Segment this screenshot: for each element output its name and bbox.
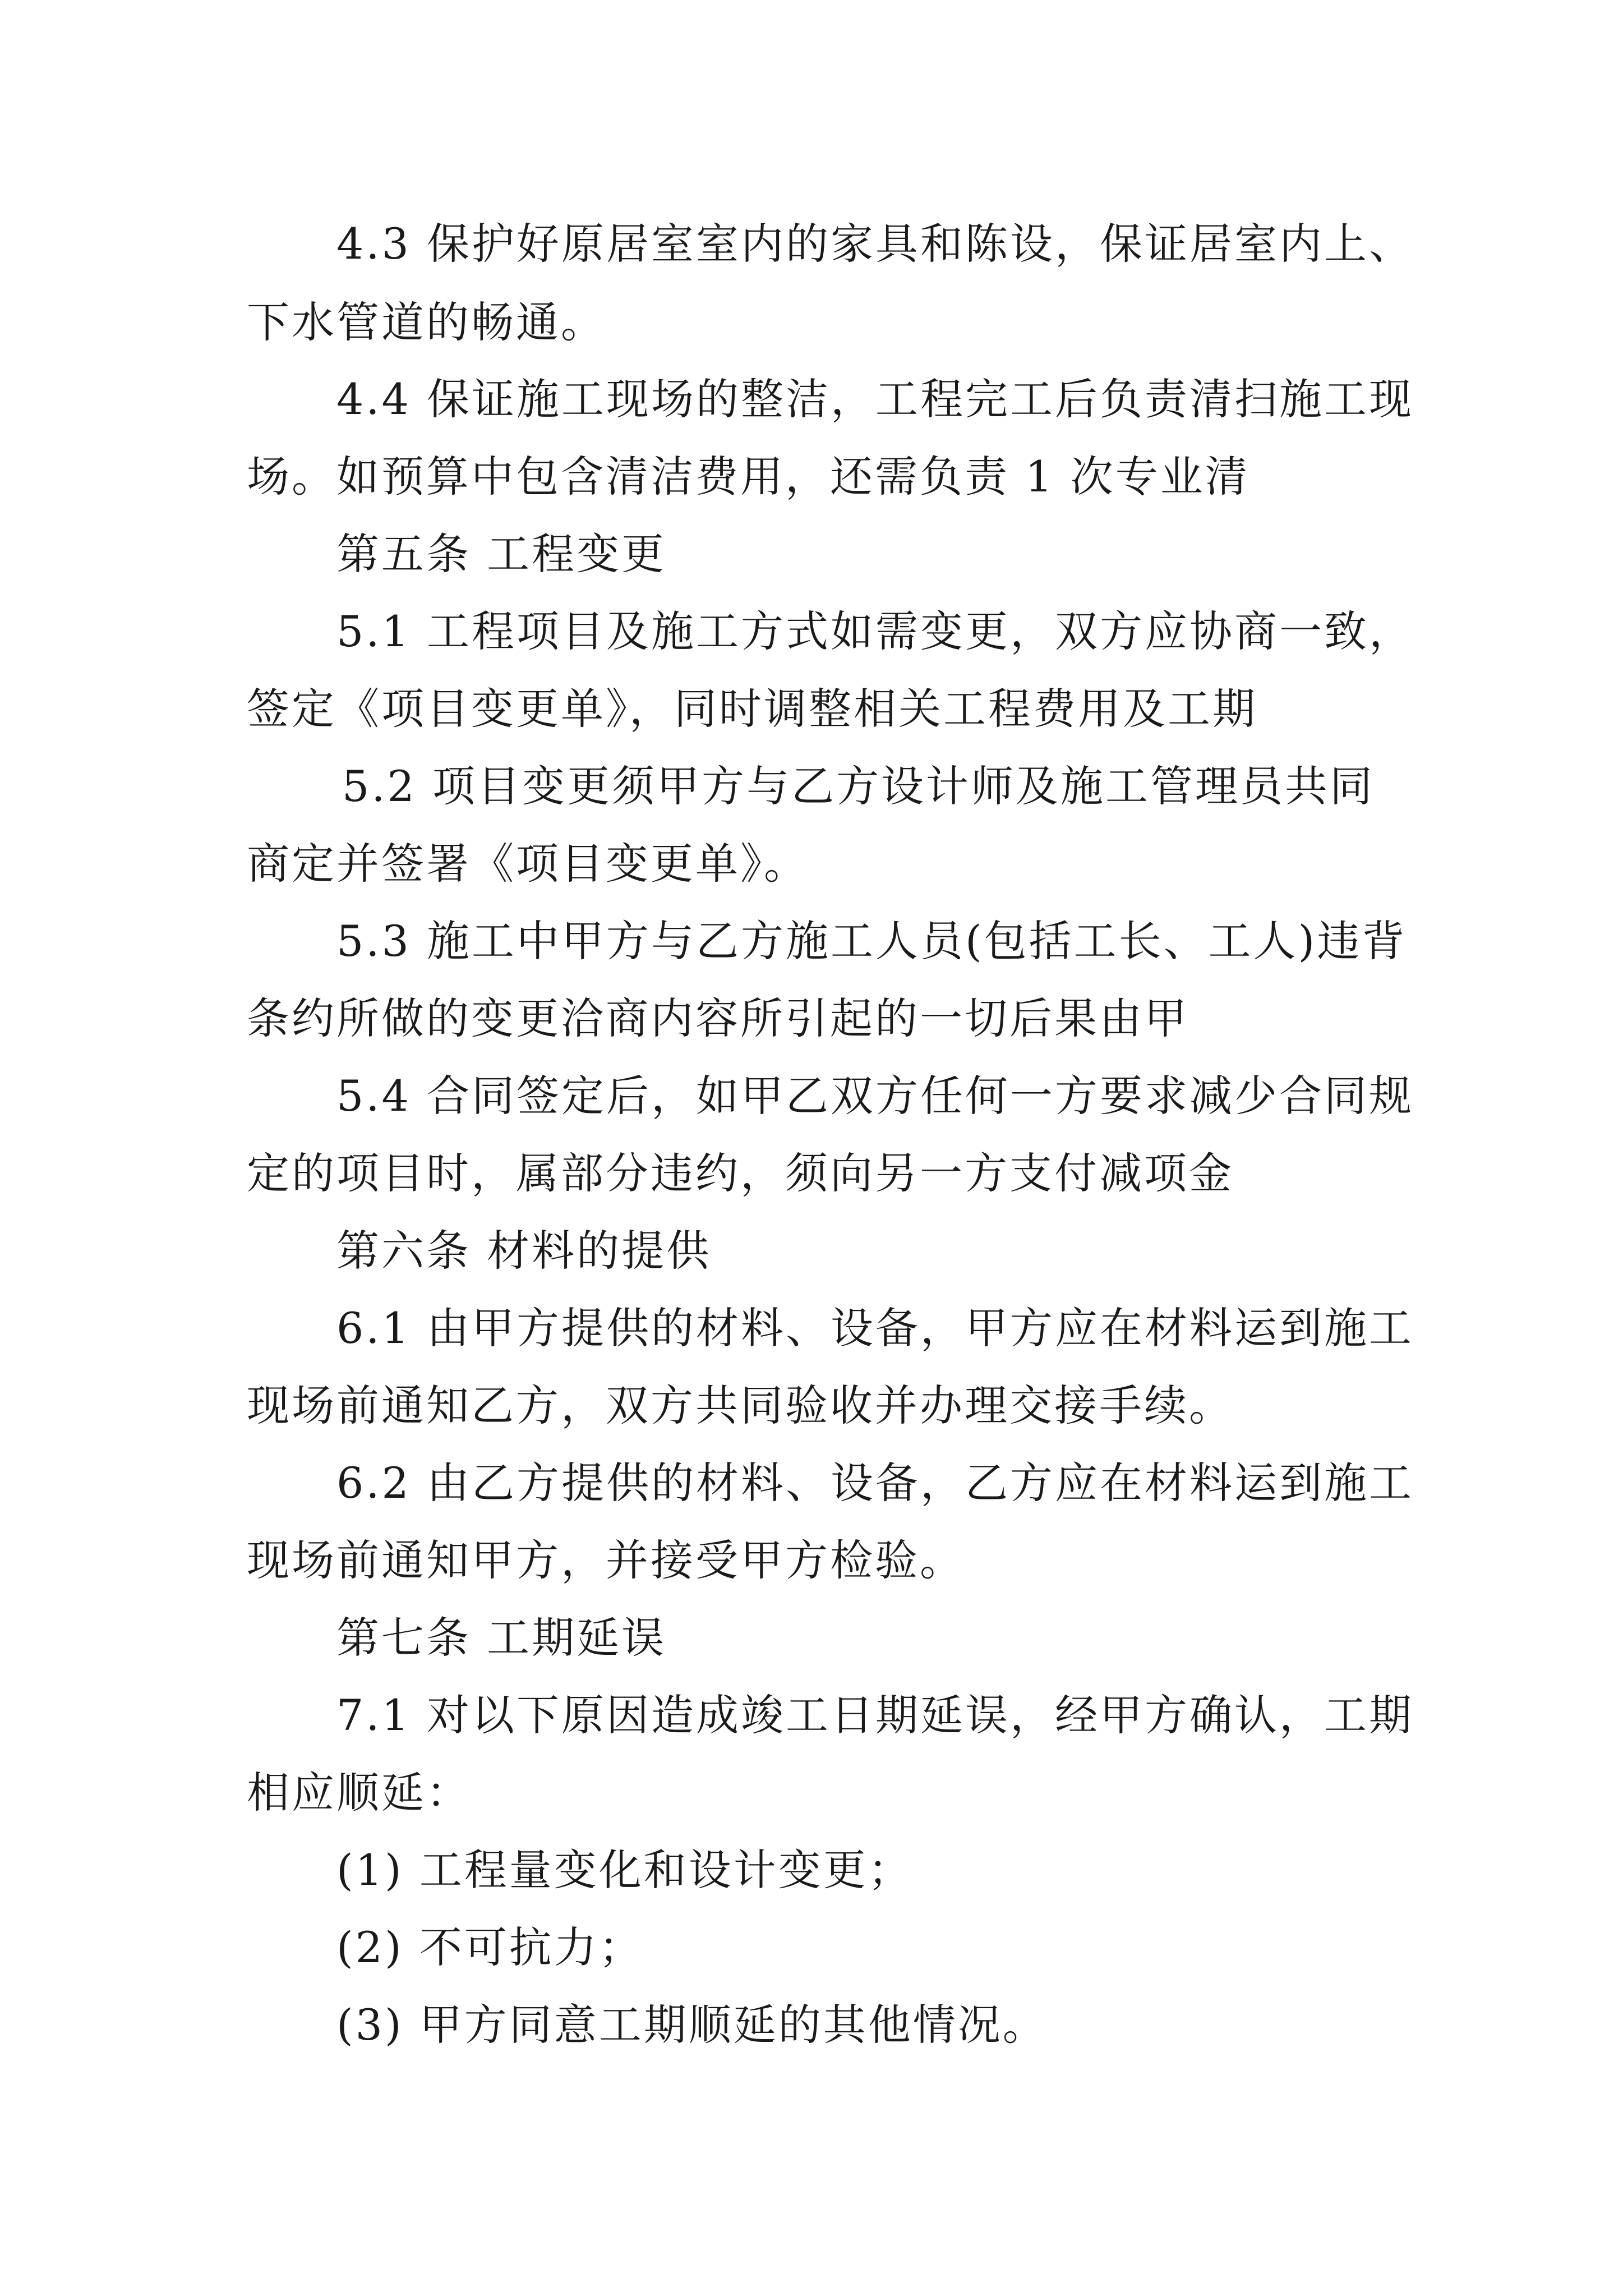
text-line: 下水管道的畅通。 — [247, 297, 606, 347]
text-line: 签定《项目变更单》，同时调整相关工程费用及工期 — [247, 684, 1257, 734]
text-line: 定的项目时，属部分违约，须向另一方支付减项金 — [247, 1148, 1234, 1198]
text-line: 6.2 由乙方提供的材料、设备，乙方应在材料运到施工 — [336, 1458, 1414, 1508]
text-line: 商定并签署《项目变更单》。 — [247, 839, 809, 889]
text-line: 场。如预算中包含清洁费用，还需负责 1 次专业清 — [247, 452, 1250, 501]
section-heading: 第七条 工期延误 — [336, 1613, 667, 1663]
text-line: 5.4 合同签定后，如甲乙双方任何一方要求减少合同规 — [336, 1071, 1414, 1121]
text-line: 5.2 项目变更须甲方与乙方设计师及施工管理员共同 — [342, 761, 1375, 811]
text-line: 4.4 保证施工现场的整洁，工程完工后负责清扫施工现 — [336, 374, 1414, 424]
section-heading: 第五条 工程变更 — [336, 529, 667, 579]
list-item: (2) 不可抗力； — [336, 1922, 644, 1972]
text-line: 5.3 施工中甲方与乙方施工人员(包括工长、工人)违背 — [336, 916, 1407, 966]
list-item: (1) 工程量变化和设计变更； — [336, 1845, 913, 1895]
text-line: 6.1 由甲方提供的材料、设备，甲方应在材料运到施工 — [336, 1303, 1414, 1353]
text-line: 4.3 保护好原居室室内的家具和陈设，保证居室内上、 — [336, 219, 1414, 269]
section-heading: 第六条 材料的提供 — [336, 1226, 712, 1276]
text-line: 5.1 工程项目及施工方式如需变更，双方应协商一致， — [336, 606, 1414, 656]
text-line: 条约所做的变更洽商内容所引起的一切后果由甲 — [247, 993, 1189, 1043]
list-item: (3) 甲方同意工期顺延的其他情况。 — [336, 2000, 1048, 2050]
text-line: 现场前通知甲方，并接受甲方检验。 — [247, 1535, 965, 1585]
text-line: 相应顺延： — [247, 1768, 471, 1818]
text-line: 现场前通知乙方，双方共同验收并办理交接手续。 — [247, 1381, 1234, 1430]
text-line: 7.1 对以下原因造成竣工日期延误，经甲方确认，工期 — [336, 1690, 1414, 1740]
